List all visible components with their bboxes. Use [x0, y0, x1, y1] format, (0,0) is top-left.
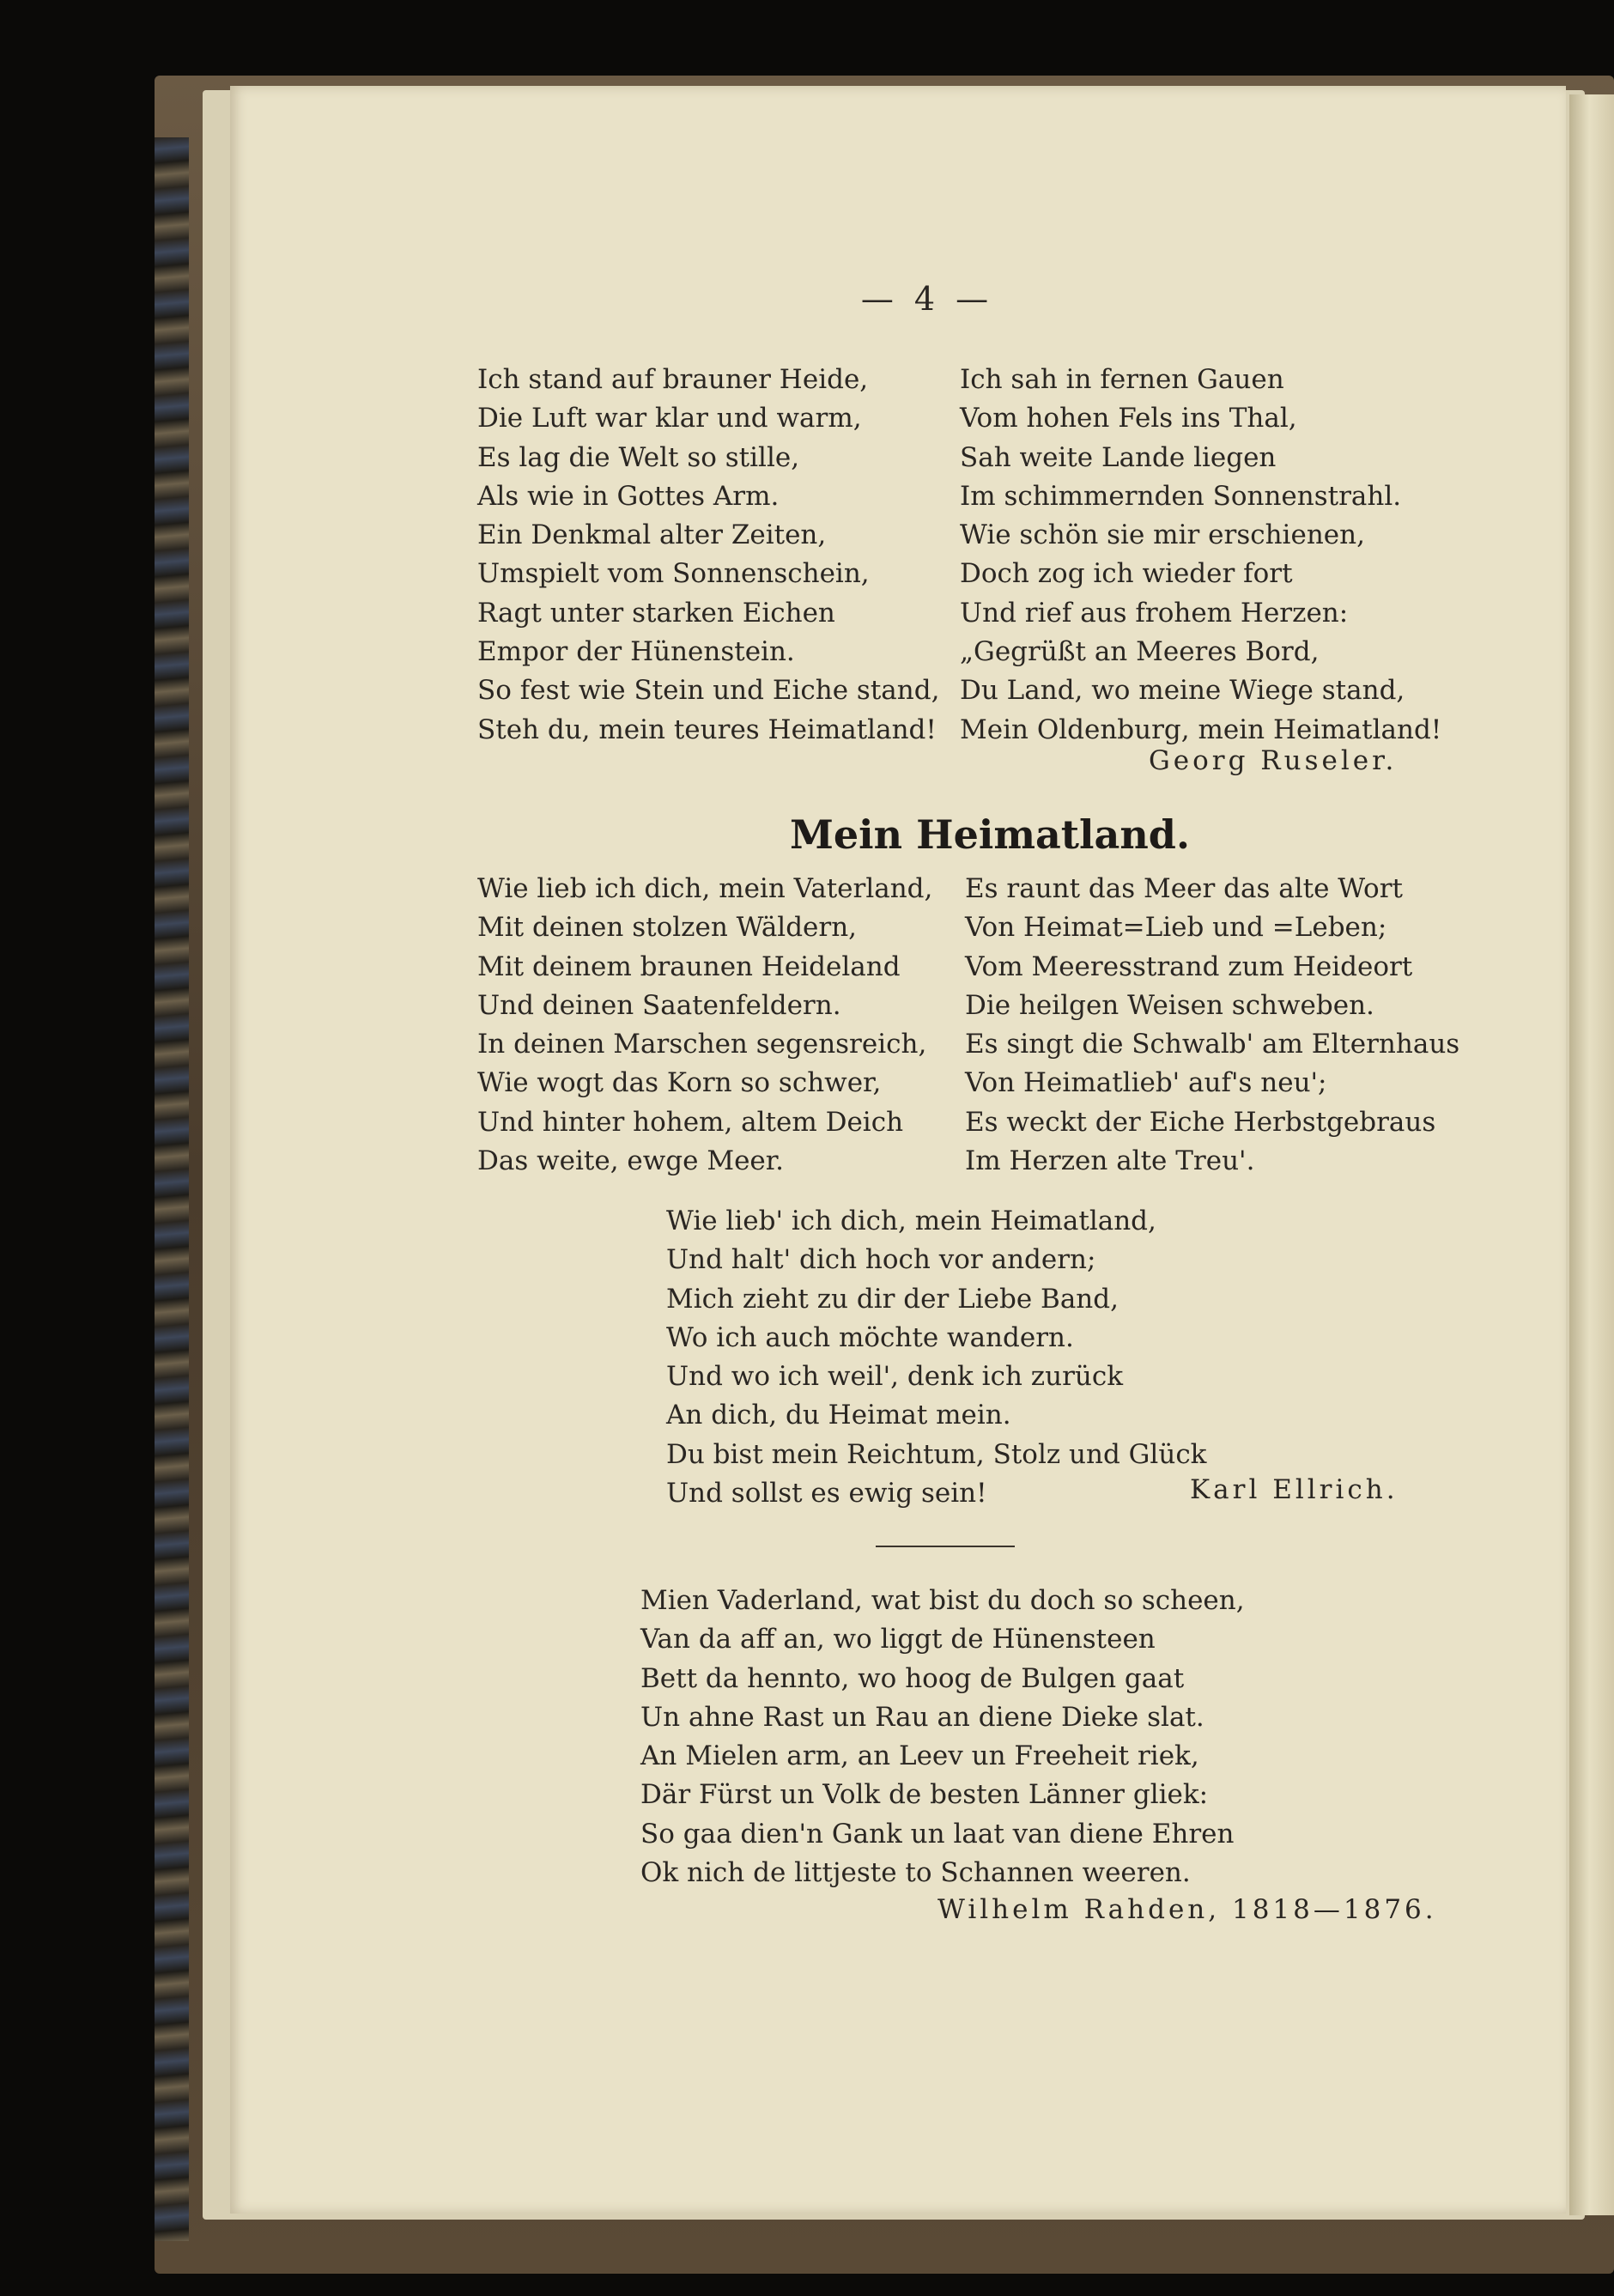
section-divider — [876, 1546, 1015, 1547]
verse-line: Ich stand auf brauner Heide, — [477, 364, 869, 395]
intro-right-stanza — [960, 361, 1441, 750]
verse-line: Ich sah in fernen Gauen — [960, 364, 1284, 395]
verse-line: Van da aff an, wo liggt de Hünensteen — [640, 1624, 1156, 1655]
verse-line: Där Fürst un Volk de besten Länner gliek: — [640, 1779, 1209, 1811]
verse-line: Und deinen Saatenfeldern. — [477, 989, 841, 1021]
intro-author: Georg Ruseler. — [1149, 745, 1398, 776]
marbled-cover-edge — [155, 137, 189, 2241]
verse-line: Die Luft war klar und warm, — [477, 403, 862, 434]
verse-line: Vom hohen Fels ins Thal, — [960, 403, 1297, 434]
verse-line: Und rief aus frohem Herzen: — [960, 597, 1349, 629]
next-page-edge — [1569, 94, 1614, 2215]
verse-line: An dich, du Heimat mein. — [666, 1400, 1011, 1431]
verse-line: Es raunt das Meer das alte Wort — [965, 873, 1403, 904]
verse-line: Und halt' dich hoch vor andern; — [666, 1244, 1096, 1276]
verse-line: Ok nich de littjeste to Schannen weeren. — [640, 1857, 1191, 1889]
verse-line: An Mielen arm, an Leev un Freeheit riek, — [640, 1740, 1199, 1772]
verse-line: Mien Vaderland, wat bist du doch so scheen, — [640, 1585, 1245, 1616]
verse-line: Mit deinem braunen Heideland — [477, 951, 901, 982]
poem3-stanza — [640, 1582, 1245, 1892]
poem2-left-stanza — [477, 870, 932, 1181]
verse-line: Es singt die Schwalb' am Elternhaus — [965, 1029, 1460, 1060]
verse-line: Bett da henntо, wo hoog de Bulgen gaat — [640, 1662, 1185, 1694]
verse-line: So fest wie Stein und Eiche stand, — [477, 675, 940, 707]
verse-line: Im schimmernden Sonnenstrahl. — [960, 480, 1402, 512]
verse-line: Vom Meeresstrand zum Heideort — [965, 951, 1413, 982]
poem2-right-stanza — [965, 870, 1459, 1181]
verse-line: Wo ich auch möchte wandern. — [666, 1321, 1074, 1353]
poem3-author: Wilhelm Rahden, 1818—1876. — [937, 1894, 1437, 1925]
verse-line: Von Heimatlieb' auf's neu'; — [965, 1067, 1327, 1099]
verse-line: Ragt unter starken Eichen — [477, 597, 835, 629]
verse-line: Wie lieb' ich dich, mein Heimatland, — [666, 1206, 1156, 1236]
intro-left-stanza — [477, 361, 939, 750]
verse-line: Im Herzen alte Treu'. — [965, 1145, 1255, 1177]
verse-line: Umspielt vom Sonnenschein, — [477, 558, 870, 590]
verse-line: Un ahne Rast un Rau an diene Dieke slat. — [640, 1701, 1204, 1733]
verse-line: Mein Oldenburg, mein Heimatland! — [960, 714, 1442, 745]
verse-line: Von Heimat=Lieb und =Leben; — [965, 912, 1387, 944]
poem-title: Mein Heimatland. — [790, 811, 1190, 858]
verse-line: Als wie in Gottes Arm. — [477, 480, 780, 512]
verse-line: So gaa dien'n Gank un laat van diene Ehren — [640, 1818, 1235, 1850]
verse-line: Ein Denkmal alter Zeiten, — [477, 519, 827, 551]
verse-line: Empor der Hünenstein. — [477, 636, 795, 668]
verse-line: Und wo ich weil', denk ich zurück — [666, 1361, 1123, 1393]
verse-line: Das weite, ewge Meer. — [477, 1145, 785, 1177]
verse-line: Mit deinen stolzen Wäldern, — [477, 912, 858, 944]
verse-line: Es weckt der Eiche Herbstgebraus — [965, 1106, 1436, 1138]
verse-line: In deinen Marschen segensreich, — [477, 1029, 927, 1060]
verse-line: Es lag die Welt so stille, — [477, 441, 800, 473]
verse-line: Wie lieb ich dich, mein Vaterland, — [477, 873, 933, 904]
page-number: — 4 — — [860, 280, 994, 318]
verse-line: Und sollst es ewig sein! — [666, 1478, 987, 1509]
verse-line: „Gegrüßt an Meeres Bord, — [960, 636, 1320, 668]
verse-line: Steh du, mein teures Heimatland! — [477, 714, 937, 745]
verse-line: Wie schön sie mir erschienen, — [960, 519, 1365, 551]
verse-line: Die heilgen Weisen schweben. — [965, 989, 1374, 1021]
verse-line: Doch zog ich wieder fort — [960, 558, 1293, 590]
poem2-final-stanza — [666, 1202, 1206, 1513]
verse-line: Du Land, wo meine Wiege stand, — [960, 675, 1405, 707]
verse-line: Wie wogt das Korn so schwer, — [477, 1067, 882, 1099]
verse-line: Und hinter hohem, altem Deich — [477, 1106, 904, 1138]
verse-line: Sah weite Lande liegen — [960, 441, 1277, 473]
verse-line: Mich zieht zu dir der Liebe Band, — [666, 1283, 1119, 1315]
verse-line: Du bist mein Reichtum, Stolz und Glück — [666, 1438, 1207, 1470]
poem2-author: Karl Ellrich. — [1190, 1474, 1399, 1505]
